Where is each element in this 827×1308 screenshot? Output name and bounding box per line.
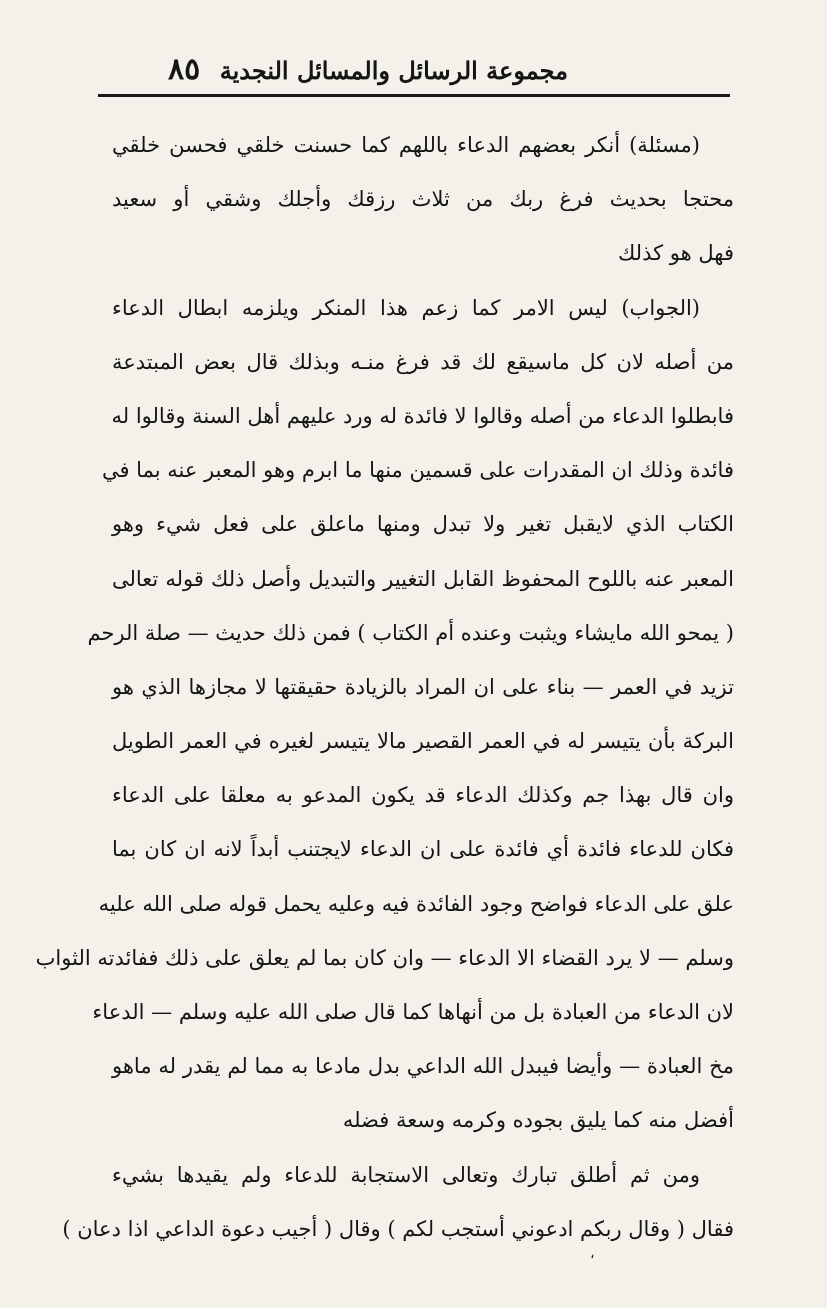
text-line: فائدة وذلك ان المقدرات على قسمين منها ما ابرم وهو المعبر عنه بما في [101, 458, 734, 483]
page-title: مجموعة الرسائل والمسائل النجدية [219, 56, 568, 85]
text-line: من أصله لان كل ماسيقع لك قد فرغ منـه وبذلك قال بعض المبتدعة [112, 349, 734, 374]
text-line: (مسئلة) أنكر بعضهم الدعاء باللهم كما حسنت خلقي فحسن خلقي [112, 133, 700, 157]
text-line: ومن ثم أطلق تبارك وتعالى الاستجابة للدعاء ولم يقيدها بشيء [112, 1162, 700, 1187]
text-line: فقال ( وقال ربكم ادعوني أستجب لكم ) وقال ( أجيب دعوة الداعي اذا دعان ) [62, 1216, 734, 1241]
text-line: علق على الدعاء فواضح وجود الفائدة فيه وعليه يحمل قوله صلى الله عليه [98, 891, 734, 916]
text-line: محتجا بحديث فرغ ربك من ثلاث رزقك وأجلك وشقي أو سعيد [112, 187, 734, 212]
text-line: ( يمحو الله مايشاء ويثبت وعنده أم الكتاب ) فمن ذلك حديث — صلة الرحم [87, 620, 734, 645]
text-line: أفضل منه كما يليق بجوده وكرمه وسعة فضله [342, 1108, 734, 1133]
text-line: البركة بأن يتيسر له في العمر القصير مالا يتيسر لغيره في العمر الطويل [112, 729, 734, 754]
text-line: لان الدعاء من العبادة بل من أنهاها كما قال صلى الله عليه وسلم — الدعاء [92, 1000, 734, 1024]
page-number: ٨٥ [168, 52, 201, 87]
footer-mark: ، [590, 1246, 595, 1262]
header-rule [98, 94, 730, 97]
text-line: (الجواب) ليس الامر كما زعم هذا المنكر ويلزمه ابطال الدعاء [112, 295, 700, 320]
text-line: مخ العبادة — وأيضا فيبدل الله الداعي بدل مادعا به مما لم يقدر له ماهو [112, 1054, 734, 1079]
page-header [118, 52, 728, 96]
text-line: وسلم — لا يرد القضاء الا الدعاء — وان كان بما لم يعلق على ذلك ففائدته الثواب [35, 945, 734, 970]
text-line: فكان للدعاء فائدة أي فائدة على ان الدعاء لايجتنب أبداً لانه ان كان بما [112, 837, 734, 862]
text-line: وان قال بهذا جم وكذلك الدعاء قد يكون المدعو به معلقا على الدعاء [112, 783, 734, 808]
text-line: فابطلوا الدعاء من أصله وقالوا لا فائدة له ورد عليهم أهل السنة وقالوا له [111, 403, 734, 428]
text-line: الكتاب الذي لايقبل تغير ولا تبدل ومنها ماعلق على فعل شيء وهو [112, 512, 734, 537]
text-line: فهل هو كذلك [617, 241, 734, 266]
text-line: تزيد في العمر — بناء على ان المراد بالزيادة حقيقتها لا مجازها الذي هو [112, 674, 734, 699]
body-text [35, 118, 734, 1256]
text-line: المعبر عنه باللوح المحفوظ القابل التغيير والتبديل وأصل ذلك قوله تعالى [112, 566, 734, 591]
